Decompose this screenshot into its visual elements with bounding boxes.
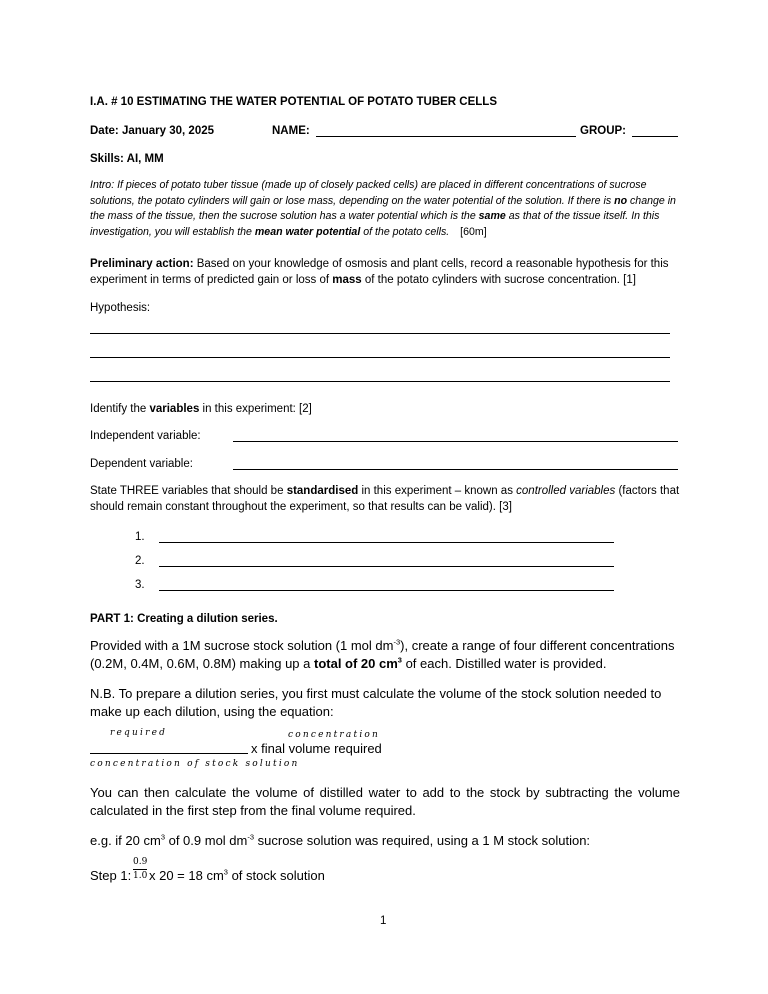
page-number: 1: [380, 915, 387, 927]
independent-variable-label: Independent variable:: [90, 430, 201, 442]
document-title: I.A. # 10 ESTIMATING THE WATER POTENTIAL OF POTATO TUBER CELLS: [90, 96, 497, 108]
dependent-variable-field[interactable]: [233, 469, 678, 470]
equation-required: required: [110, 728, 168, 738]
date-label: Date: January 30, 2025: [90, 125, 215, 137]
hypothesis-line[interactable]: [90, 381, 670, 382]
controlled-variable-number: 2.: [135, 555, 145, 567]
name-field[interactable]: [316, 136, 576, 137]
skills-label: Skills: AI, MM: [90, 153, 164, 165]
hypothesis-label: Hypothesis:: [90, 302, 151, 314]
step1-calculation: x 20 = 18 $cm^3$ of stock solution: [149, 867, 325, 883]
part1-instructions: Provided with a 1M sucrose stock solution (1 mol $dm^{-3}$), create a range of four different concentrations (0.2M, 0.4M, 0.6M, 0.8M) making up a total of 20 $cm^3$ of each. Distilled water is provided.: [90, 637, 675, 671]
controlled-variable-number: 1.: [135, 531, 145, 543]
variables-prompt: Identify the variables in this experiment: [2]: [90, 403, 312, 415]
group-label: GROUP:: [580, 125, 626, 137]
dependent-variable-label: Dependent variable:: [90, 458, 193, 470]
equation-multiplier: x final volume required: [251, 741, 382, 756]
equation-fraction-bar: [90, 753, 248, 754]
equation-denominator: concentration of stock solution: [90, 759, 300, 769]
controlled-variable-field[interactable]: [159, 566, 614, 567]
step1-numerator: 0.9: [133, 857, 148, 867]
equation-concentration: concentration: [288, 730, 381, 740]
controlled-variable-field[interactable]: [159, 542, 614, 543]
preliminary-action: Preliminary action: Based on your knowledge of osmosis and plant cells, record a reasonable hypothesis for this experiment in terms of predicted gain or loss of mass of the potato cylinders with sucrose concentration. [1]: [90, 258, 669, 286]
controlled-variable-field[interactable]: [159, 590, 614, 591]
distilled-water-paragraph: You can then calculate the volume of distilled water to add to the stock by subtracting the volume calculated in the first step from the final volume required.: [90, 785, 680, 818]
independent-variable-field[interactable]: [233, 441, 678, 442]
part1-heading: PART 1: Creating a dilution series.: [90, 613, 278, 625]
marks-total: [60m]: [460, 225, 487, 238]
step1-fraction-bar: [133, 869, 147, 870]
dilution-note: N.B. To prepare a dilution series, you first must calculate the volume of the stock solution needed to make up each dilution, using the equation:: [90, 686, 662, 719]
hypothesis-line[interactable]: [90, 357, 670, 358]
controlled-variable-number: 3.: [135, 579, 145, 591]
group-field[interactable]: [632, 136, 678, 137]
step1-denominator: 1.0: [133, 871, 148, 881]
step1-label: Step 1:: [90, 868, 132, 883]
example-paragraph: e.g. if 20 $cm^3$ of 0.9 mol $dm^{-3}$ sucrose solution was required, using a 1 M stock solution:: [90, 832, 591, 848]
hypothesis-line[interactable]: [90, 333, 670, 334]
standardised-prompt: State THREE variables that should be standardised in this experiment – known as controlled variables (factors that should remain constant throughout the experiment, so that results can be valid). [3]: [90, 485, 680, 513]
intro-paragraph: Intro: If pieces of potato tuber tissue (made up of closely packed cells) are placed in different concentrations of sucrose solutions, the potato cylinders will gain or lose mass, depending on the water potential of the solution. If there is no change in the mass of the tissue, then the sucrose solution has a water potential which is the same as that of the tissue itself. In this investigation, you will establish the mean water potential of the potato cells. [60m]: [90, 179, 676, 238]
name-label: NAME:: [272, 125, 310, 137]
